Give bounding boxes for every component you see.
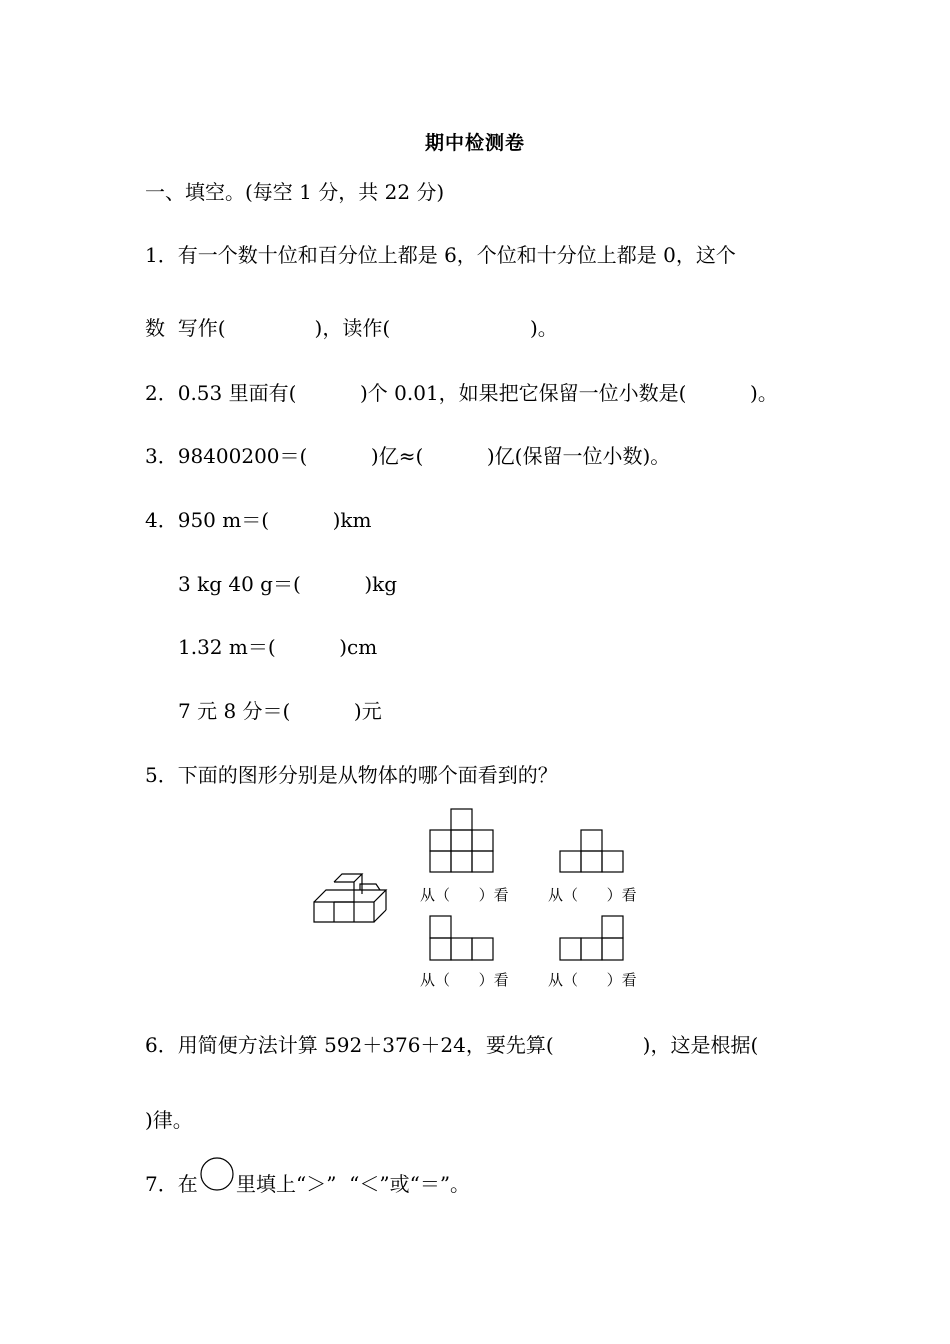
question-4-part-a: 4．950 m＝( )km (145, 508, 372, 532)
view-caption-4: 从（ ）看 (548, 971, 637, 989)
view-caption-3: 从（ ）看 (420, 971, 509, 989)
question-6-line-1: 6．用简便方法计算 592＋376＋24，要先算( )，这是根据( (145, 1033, 759, 1057)
view-caption-2: 从（ ）看 (548, 886, 637, 904)
question-7-prefix: 7．在 (145, 1172, 198, 1196)
question-1-line-2: 数 写作( )，读作( )。 (145, 316, 558, 340)
question-5: 5．下面的图形分别是从物体的哪个面看到的？ (145, 763, 558, 787)
view-caption-1: 从（ ）看 (420, 886, 509, 904)
question-2: 2．0.53 里面有( )个 0.01，如果把它保留一位小数是( )。 (145, 381, 778, 405)
question-7-suffix: 里填上“＞” “＜”或“＝”。 (236, 1172, 471, 1196)
view-figure-2 (560, 830, 626, 876)
view-figure-4 (560, 916, 626, 962)
question-4-part-d: 7 元 8 分＝( )元 (178, 699, 382, 723)
question-1-line-1: 1．有一个数十位和百分位上都是 6，个位和十分位上都是 0，这个 (145, 243, 736, 267)
page-title: 期中检测卷 (424, 132, 525, 154)
question-4-part-c: 1.32 m＝( )cm (178, 635, 378, 659)
section-heading-fill-blank: 一、填空。(每空 1 分，共 22 分) (145, 180, 445, 204)
question-4-part-b: 3 kg 40 g＝( )kg (178, 572, 398, 596)
circle-blank-icon (200, 1157, 236, 1193)
view-figure-3 (430, 916, 496, 962)
question-6-line-2: )律。 (145, 1108, 193, 1132)
view-figure-1 (430, 808, 496, 874)
cube-stack-figure (310, 868, 430, 928)
question-3: 3．98400200＝( )亿≈( )亿(保留一位小数)。 (145, 444, 671, 468)
